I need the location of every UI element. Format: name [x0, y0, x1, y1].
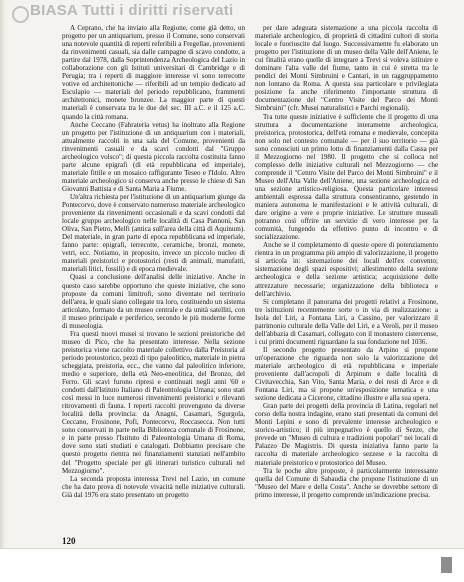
left-column-paragraph: Quasi a conclusione dell'analisi delle iniziative. Anche in questo caso sarebbe opportuno che queste iniziative, che sono proposte da comuni limitrofi, sono diventate nel territorio dell'area, le quali siano collegate tra loro, costituendo un sistema articolato, formato da un museo centrale e da unità satelliti, con il museo principale e periferico, secondo le più moderne forme di museologia.: [62, 273, 245, 330]
left-column-paragraph: Un'altra richiesta per l'istituzione di un antiquarium giunge da Pontecorvo, dove è conservato numeroso materiale archeologico proveniente da rinvenimenti occasionali e da scavi condotti dal locale gruppo archeologico nelle località di Casa Pannoni, San Oliva, San Pietro, Melfi (antica sull'area della città di Aquinum). Del materiale, in gran parte di epoca repubblicana ed imperiale, fanno parte: epigrafi, terrecotte, ceramiche, bronzi, monete, vetri, ecc. Notiamo, in proposito, invece un piccolo nucleo di materiali preistorici e protostorici (resti di animali, manufatti, materiali litici, fossili) e di epoca medievale.: [62, 192, 245, 274]
left-column: [62, 24, 245, 536]
right-column-paragraph: Gran parte dei progetti della provincia di Latina, regolari nel corso della nostra indagine, erano stati presentati da comuni del Monti Lepini e sono di prevalente interesse archeologico e storico-artistico; il più impegnativo è quello di Sezze, che prevede un "Museo di cultura e tradizioni popolari" nei locali di Palazzo De Magistris. Di questa iniziativa fanno parte la raccolta di materiale archeologico sezzese e la raccolta di materiale preistorico e protostorico del Museo.: [255, 402, 438, 467]
watermark-text: BIASA Tutti i diritti riservati: [30, 2, 234, 19]
right-column-paragraph: Anche se il completamento di queste opere di potenziamento rientra in un programma più ampio di valorizzazione, il progetto si articola in: sistemazione dei locali dell'ex convento; sistemazione degli spazi espositivi; allestimento della sezione archeologica e della sezione artistica; acquisizione delle attrezzature necessarie; organizzazione della biblioteca e dell'archivio.: [255, 241, 438, 298]
page-number: 120: [62, 536, 76, 546]
binding-shadow: [0, 0, 6, 548]
right-column-paragraph: Il secondo progetto presentato da Arpino si propone un'operazione che riguarda non solo la valorizzazione del materiale archeologico di età repubblicana e imperiale proveniente dall'acropoli di Arpinum e dalle località di Civitavecchia, San Vito, Santa Maria, e dei resti di Arce e di Fontana Liri, ma si propone un'esposizione tematica e una sezione dedicata a Cicerone, cittadino illustre e alla sua opera.: [255, 345, 438, 403]
left-column-paragraph: Anche Ceccano (Fabrateria vetus) ha inoltrato alla Regione un progetto per l'istituzione di un antiquarium con i materiali, attualmente raccolti in una sala del Comune, provenienti da rinvenimenti casuali e da scavi condotti dal "Gruppo archeologico volsco"; di questa piccola raccolta costituita fanno parte alcune epigrafi (di età repubblicana ed imperiale), materiale fittile e un mosaico raffigurante Teseo e l'Idolo. Altro materiale archeologico si conserva anche presso le chiese di San Giovanni Battista e di Santa Maria a Fiume.: [62, 120, 245, 193]
right-column-paragraph: Tra tutte queste iniziative è sufficiente che il progetto di una struttura a documentazione interamente archeologica, preistorica, protostorica, dell'età romana e medievale, concepita non solo nel contesto comunale — per il suo territorio — già sono conosciuti un primo lotto di finanziamenti dalla Cassa per il Mezzogiorno nel 1980. Il progetto che si colloca nel complesso delle iniziative culturali nel Mezzogiorno — che comprende il "Centro Visite del Parco dei Monti Simbruini" e il Museo dell'Alta Valle dell'Aniene, una sezione archeologica ed una sezione artistico-religiosa. Questa particolare interessi ambientali espressa dalla struttura consentiranno, gestendo in maniera autonoma le manifestazioni e le attività culturali, di dare origine a vere e proprie iniziative. Le strutture museali potranno così offrire un servizio di vero interesse per la comunità, fungendo da effettivo punto di incontro e di socializzazione.: [255, 112, 438, 242]
watermark-logo-icon: [12, 6, 29, 23]
scanner-marker: [441, 557, 452, 573]
left-column-paragraph: Fra questi nuovi musei si trovano le sezioni preistoriche del museo di Pico, che ha presentato interesse. Nella sezione preistorica viene raccolto materiale collettivo dalla Preistoria al periodo protostorico, pezzi di tipo paleolitico, materiale in pietra scheggiata, preistoria, ecc., che vanno dal paleolitico inferiore, medio e superiore, della età Neo-eneolitica, del Bronzo, del Ferro. Gli scavi furono ripresi e continuati negli anni '60 e condotti dall'Istituto Italiano di Paleontologia Umana; sono stati così messi in luce numerosi rinvenimenti preistorici e rilevanti ritrovamenti di fauna. I reperti raccolti provengono da diverse località della provincia: da Anagni, Casamari, Sgurgola, Ceccano, Frosinone, Pofi, Pontecorvo, Roccasecca. Non tutti sono conservati in parte nella Biblioteca comunale di Frosinone, e in parte presso l'Istituto di Paleontologia Umana di Roma, dove sono stati studiati e catalogati. Dobbiamo precisare che questo progetto rientra nei finanziamenti stanziati nell'ambito del "Progetto speciale per gli itinerari turistico culturali nel Mezzogiorno".: [62, 329, 245, 475]
scanner-divider: [0, 548, 464, 549]
scanner-strip: [0, 548, 464, 582]
left-column-paragraph: A Ceprano, che ha inviato alla Regione, come già detto, un progetto per un antiquarium, presso il Comune, sono conservati una notevole quantità di reperti referibili a Fregellae, provenienti da rinvenimenti casuali, sia dalle campagne di scavo condotte, a partire dal 1978, dalla Soprintendenza Archeologica del Lazio in collaborazione con gli Istituti universitari di Cambridge e di Perugia; tra i reperti di maggiore interesse vi sono terrecotte votive ed architettoniche — riferibili ad un tempio dedicato ad Esculapio — materiali del periodo repubblicano, frammenti architettonici, monete bronzee. La maggior parte di questi materiali è conservata tra le due del sec. III a.C. e il 125 a.C. quando la città romana.: [62, 24, 245, 121]
right-column-paragraph: per dare adeguata sistemazione a una piccola raccolta di materiale archeologico, di proprietà di cittadini cultori di storia locale e fuoriuscite dal luogo. Successivamente fu elaborato un progetto per l'istituzione di un museo della Valle dell'Aniene, le cui finalità erano quelle di integrare a Trevi si voleva istituire e dominare l'alta valle del fiume, tanto in cui è stretta tra le pendici dei Monti Simbruini e Cantari, in un raggruppamento non lontano da Roma. A questa sua particolare e privilegiata posizione fa anche riferimento l'importante struttura di documentazione del "Centro Visite del Parco dei Monti Simbruini" (cfr. Musei naturalistici e Parchi regionali).: [255, 24, 438, 113]
right-column-paragraph: Tra le poche altre proposte, è particolarmente interessante quella del Comune di Sabaudia che propone l'istituzione di un "Museo del Mare e della Costa". Anche se dovrebbe settore di primo interesse, il progetto comprende un'indicazione precisa.: [255, 466, 438, 499]
text-columns: [62, 24, 438, 536]
right-column-paragraph: Si completano il panorama dei progetti relativi a Frosinone, tre istituzioni recentemente sorte o in via di realizzazione: a Isola del Liri, a Fontana Liri, a Cassino, per valorizzare il patrimonio culturale della Valle del Liri, e a Veroli, per il museo dell'abbazia di Casamari, collegato con il monastero cistercense, i cui primi documenti riguardano la sua fondazione nel 1036.: [255, 297, 438, 346]
right-column: [255, 24, 438, 536]
left-column-paragraph: La seconda proposta interessa Trevi nel Lazio, un comune che ha dato prova di notevole vivacità nelle iniziative culturali. Già dal 1976 era stato presentato un progetto: [62, 474, 245, 499]
